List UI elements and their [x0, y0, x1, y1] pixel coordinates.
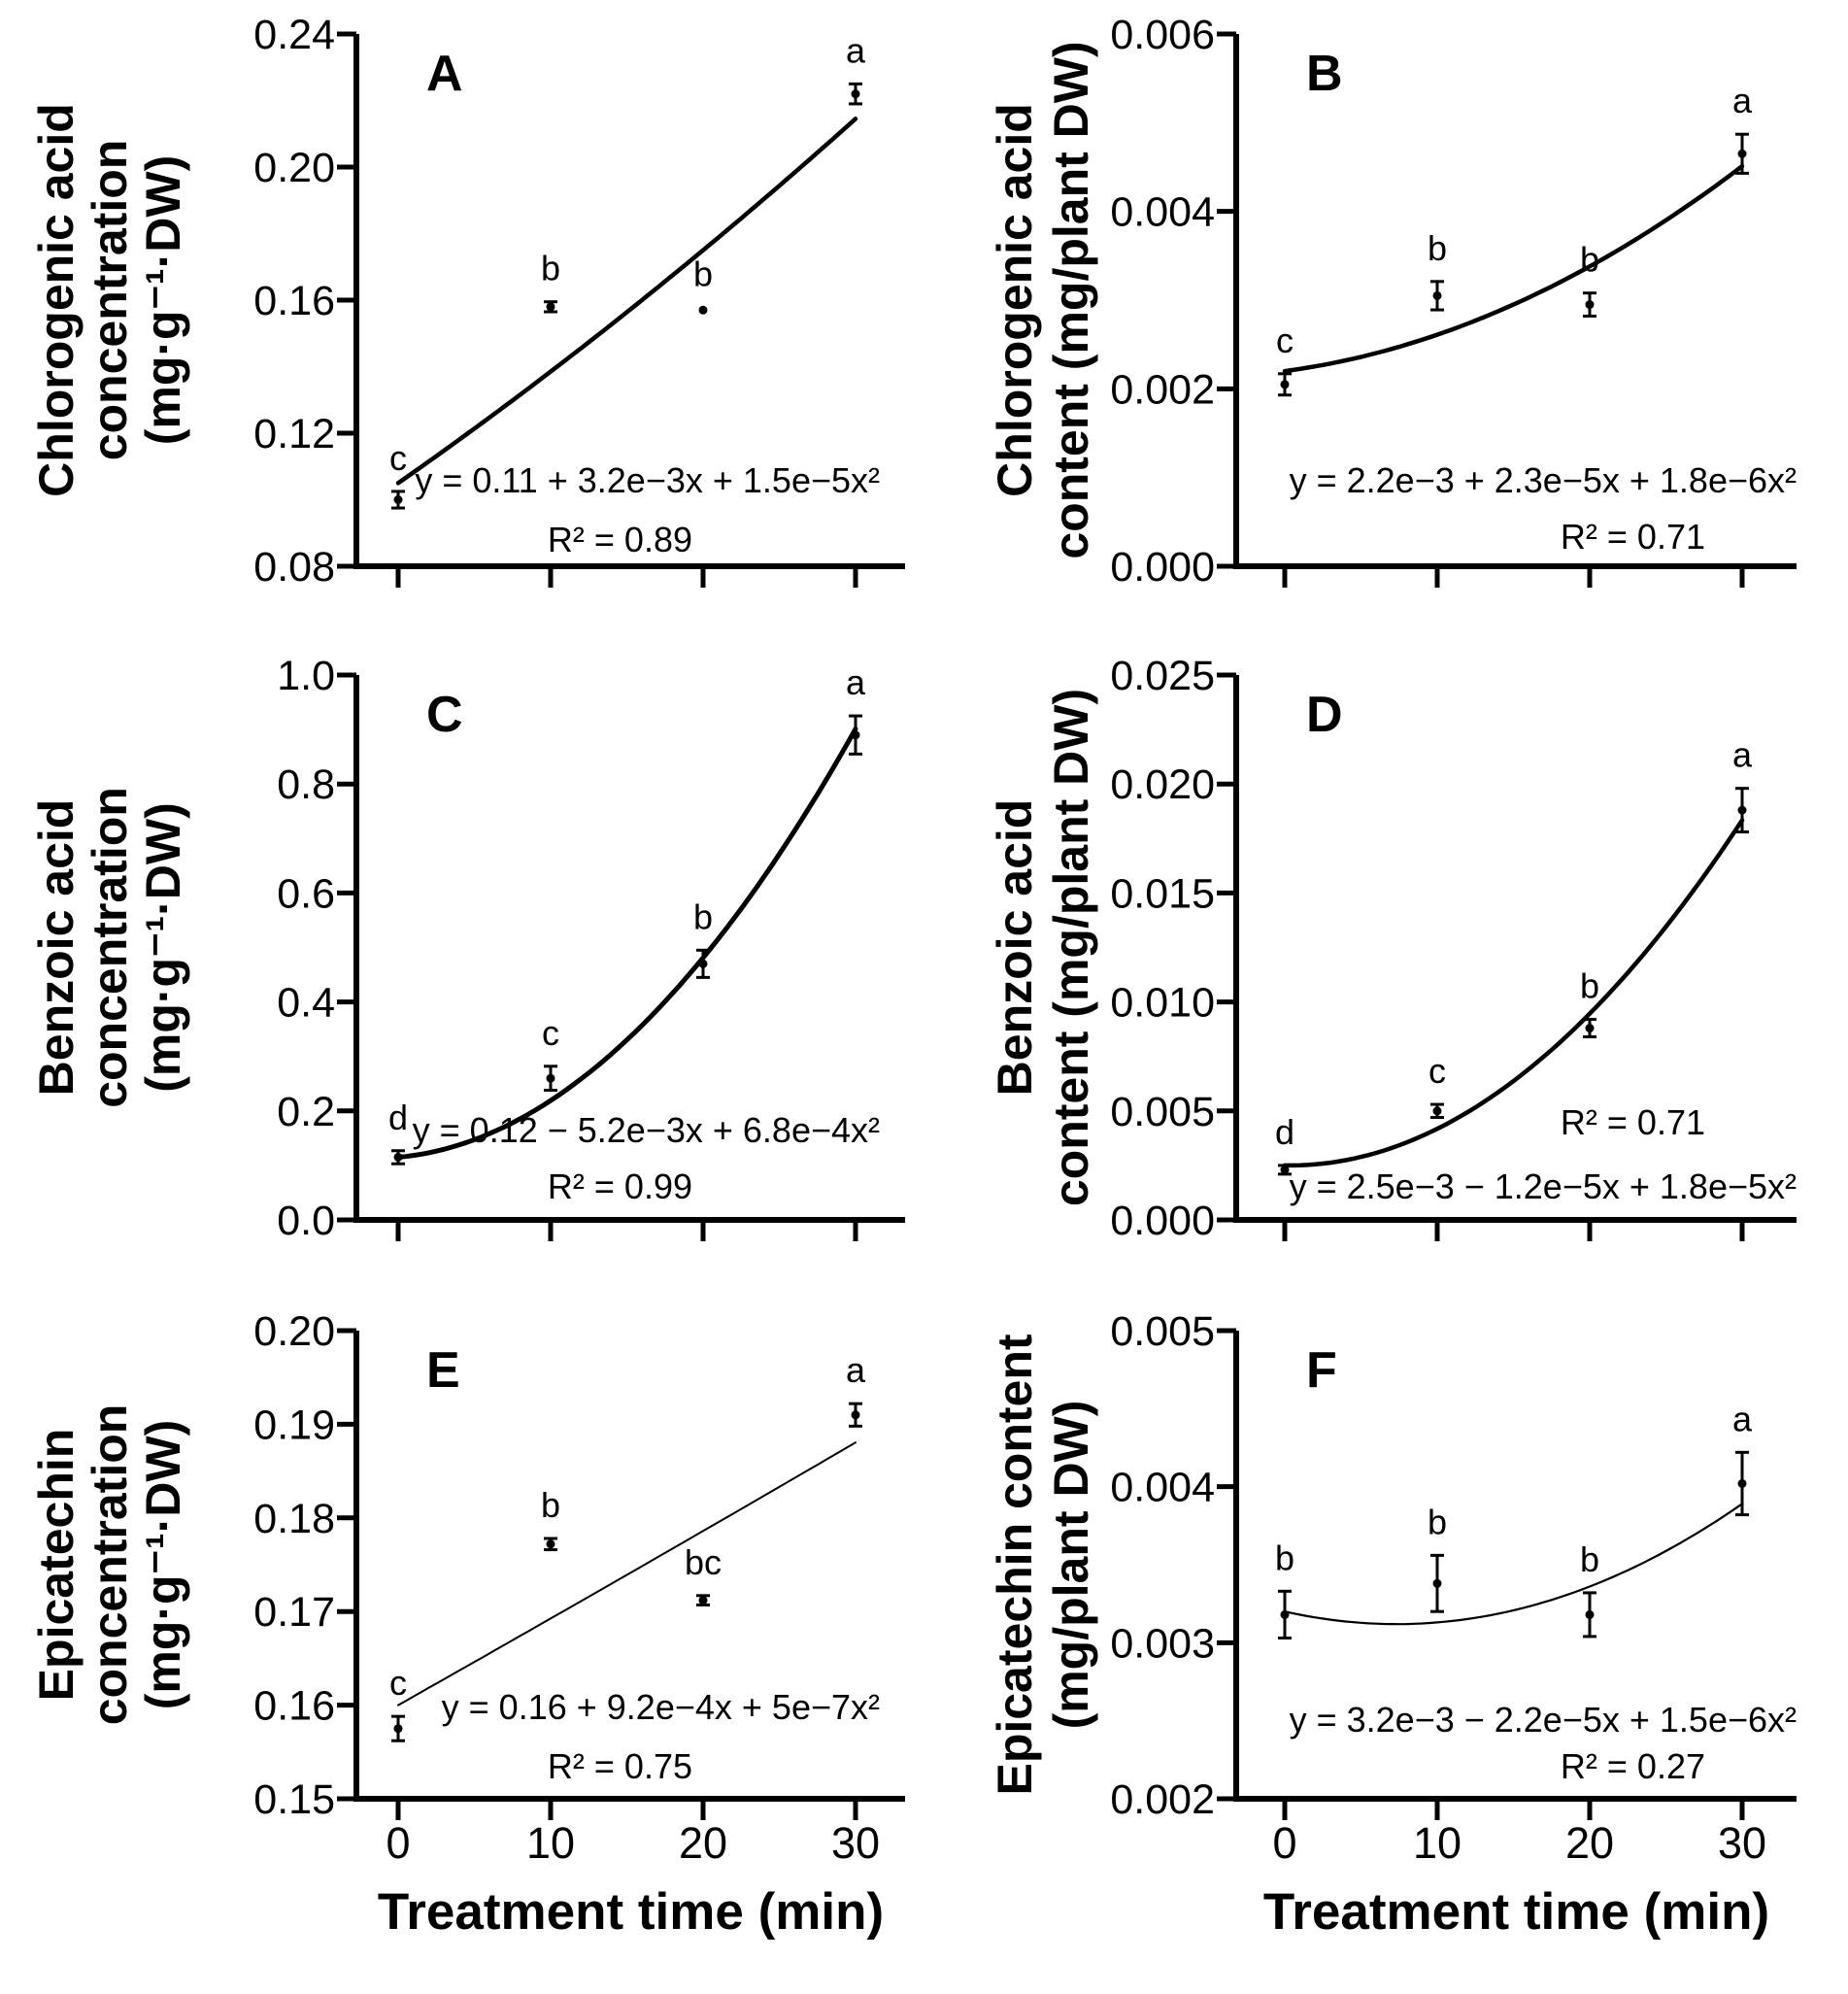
panel-letter: B	[1306, 46, 1343, 102]
y-tick-label: 0.6	[277, 870, 335, 918]
y-tick-label: 0.15	[253, 1776, 335, 1823]
x-tick-label: 30	[830, 1818, 881, 1868]
panel-letter: F	[1306, 1342, 1337, 1399]
sig-letter: b	[1274, 1538, 1295, 1578]
equation-label: y = 2.2e−3 + 2.3e−5x + 1.8e−6x²	[1289, 460, 1797, 500]
sig-letter: c	[1428, 1051, 1446, 1092]
y-tick-label: 0.20	[253, 1308, 335, 1355]
y-axis-label: Benzoic acid	[988, 798, 1042, 1097]
chart-D	[923, 641, 1848, 1292]
y-tick-label: 0.24	[253, 12, 335, 58]
r2-label: R² = 0.99	[547, 1166, 692, 1206]
sig-letter: b	[1579, 239, 1600, 280]
fit-curve	[398, 729, 856, 1158]
y-axis-label: (mg·g⁻¹·DW)	[136, 802, 190, 1093]
data-point	[1433, 1106, 1442, 1115]
sig-letter: a	[1731, 734, 1753, 775]
fit-curve	[1285, 1504, 1742, 1624]
sig-letter: b	[1427, 1502, 1448, 1542]
panel-B	[923, 0, 1848, 641]
y-tick-label: 0.16	[253, 278, 335, 324]
data-point	[1738, 1479, 1747, 1488]
data-point	[1738, 150, 1747, 158]
sig-letter: b	[1579, 1538, 1600, 1579]
data-point	[699, 1596, 708, 1605]
chart-B	[923, 0, 1848, 641]
data-point	[1586, 300, 1595, 309]
sig-letter: b	[1427, 227, 1448, 268]
sig-letter: b	[540, 248, 561, 288]
y-tick-label: 0.025	[1110, 653, 1215, 699]
equation-label: y = 0.12 − 5.2e−3x + 6.8e−4x²	[412, 1110, 880, 1150]
x-tick-label: 20	[678, 1818, 728, 1868]
data-point	[394, 1153, 403, 1162]
y-axis-label: (mg·g⁻¹·DW)	[136, 1419, 190, 1710]
y-axis-label: concentration	[83, 139, 137, 461]
panel-D	[923, 641, 1848, 1292]
x-tick-label: 10	[525, 1818, 576, 1868]
y-tick-label: 0.003	[1110, 1620, 1215, 1668]
y-tick-label: 0.18	[253, 1495, 335, 1542]
fit-curve	[398, 118, 856, 483]
sig-letter: b	[692, 896, 714, 937]
data-point	[852, 1410, 860, 1419]
y-tick-label: 1.0	[277, 653, 335, 699]
sig-letter: a	[845, 1350, 866, 1391]
sig-letter: c	[542, 1012, 559, 1053]
r2-label: R² = 0.27	[1560, 1746, 1705, 1786]
data-point	[852, 730, 860, 739]
chart-C	[0, 641, 923, 1292]
data-point	[547, 302, 555, 311]
x-tick-label: 10	[1412, 1818, 1462, 1868]
data-point	[1433, 291, 1442, 300]
y-axis-label: (mg·g⁻¹·DW)	[136, 154, 190, 446]
data-point	[1586, 1610, 1595, 1619]
sig-letter: c	[1276, 320, 1294, 360]
y-tick-label: 0.12	[253, 411, 335, 457]
y-axis-label: Chlorogenic acid	[988, 103, 1042, 497]
panel-letter: A	[426, 46, 463, 102]
panel-C	[0, 641, 923, 1292]
y-tick-label: 0.004	[1110, 1464, 1215, 1511]
chart-F	[923, 1292, 1848, 1994]
y-tick-label: 0.20	[253, 145, 335, 191]
sig-letter: b	[540, 1485, 561, 1526]
fit-curve	[398, 1442, 856, 1705]
y-tick-label: 0.005	[1110, 1088, 1215, 1135]
y-axis-label: Epicatechin content	[988, 1334, 1042, 1796]
data-point	[394, 495, 403, 504]
y-tick-label: 0.006	[1110, 12, 1215, 58]
x-tick-label: 0	[386, 1818, 411, 1868]
y-tick-label: 0.002	[1110, 1776, 1215, 1823]
sig-letter: d	[1274, 1111, 1295, 1152]
sig-letter: a	[1731, 81, 1753, 121]
x-axis-title: Treatment time (min)	[1262, 1883, 1770, 1941]
data-point	[1738, 806, 1747, 815]
data-point	[1281, 1166, 1290, 1174]
y-tick-label: 0.000	[1110, 544, 1215, 591]
y-tick-label: 0.005	[1110, 1308, 1215, 1355]
fit-curve	[1285, 166, 1742, 371]
y-tick-label: 0.19	[253, 1402, 335, 1449]
x-axis-title: Treatment time (min)	[377, 1883, 885, 1941]
y-axis-label: Benzoic acid	[29, 798, 84, 1097]
panel-E	[0, 1292, 923, 1994]
sig-letter: b	[692, 253, 714, 294]
data-point	[547, 1539, 555, 1548]
sig-letter: a	[845, 30, 866, 71]
data-point	[852, 89, 860, 98]
r2-label: R² = 0.71	[1560, 1102, 1705, 1142]
sig-letter: c	[389, 1663, 407, 1704]
sig-letter: a	[1731, 1399, 1753, 1439]
y-tick-label: 0.020	[1110, 761, 1215, 809]
data-point	[1586, 1024, 1595, 1032]
y-tick-label: 0.08	[253, 544, 335, 591]
equation-label: y = 3.2e−3 − 2.2e−5x + 1.5e−6x²	[1289, 1700, 1797, 1740]
y-tick-label: 0.4	[277, 979, 335, 1027]
chart-A	[0, 0, 923, 641]
data-point	[547, 1074, 555, 1083]
y-tick-label: 0.015	[1110, 870, 1215, 918]
equation-label: y = 2.5e−3 − 1.2e−5x + 1.8e−5x²	[1289, 1166, 1797, 1206]
y-tick-label: 0.8	[277, 761, 335, 809]
data-point	[394, 1724, 403, 1733]
y-axis-label: concentration	[83, 787, 137, 1108]
y-axis-label: content (mg/plant DW)	[1044, 41, 1098, 559]
y-axis-label: Epicatechin	[29, 1428, 84, 1702]
r2-label: R² = 0.89	[547, 520, 692, 559]
y-tick-label: 0.0	[277, 1198, 335, 1244]
sig-letter: bc	[684, 1541, 722, 1582]
panel-letter: D	[1306, 687, 1343, 743]
equation-label: y = 0.11 + 3.2e−3x + 1.5e−5x²	[415, 460, 880, 500]
x-tick-label: 20	[1564, 1818, 1615, 1868]
panel-A	[0, 0, 923, 641]
sig-letter: a	[845, 662, 866, 703]
y-axis-label: concentration	[83, 1403, 137, 1726]
y-tick-label: 0.004	[1110, 188, 1215, 236]
data-point	[1281, 380, 1290, 389]
panel-F	[923, 1292, 1848, 1994]
panel-letter: E	[426, 1342, 460, 1399]
sig-letter: d	[387, 1097, 409, 1137]
y-tick-label: 0.16	[253, 1682, 335, 1730]
y-tick-label: 0.2	[277, 1088, 335, 1135]
data-point	[699, 960, 708, 968]
chart-E	[0, 1292, 923, 1994]
data-point	[699, 306, 708, 315]
sig-letter: b	[1579, 965, 1600, 1006]
data-point	[1433, 1579, 1442, 1588]
y-tick-label: 0.002	[1110, 366, 1215, 414]
equation-label: y = 0.16 + 9.2e−4x + 5e−7x²	[441, 1687, 880, 1727]
x-tick-label: 0	[1272, 1818, 1297, 1868]
y-axis-label: content (mg/plant DW)	[1044, 688, 1098, 1207]
data-point	[1281, 1610, 1290, 1619]
sig-letter: c	[389, 437, 407, 478]
y-tick-label: 0.000	[1110, 1198, 1215, 1244]
panel-letter: C	[426, 687, 463, 743]
y-tick-label: 0.010	[1110, 979, 1215, 1027]
x-tick-label: 30	[1717, 1818, 1767, 1868]
y-axis-label: Chlorogenic acid	[29, 103, 84, 497]
y-axis-label: (mg/plant DW)	[1044, 1400, 1098, 1730]
y-tick-label: 0.17	[253, 1589, 335, 1637]
r2-label: R² = 0.71	[1560, 517, 1705, 557]
r2-label: R² = 0.75	[547, 1746, 692, 1786]
